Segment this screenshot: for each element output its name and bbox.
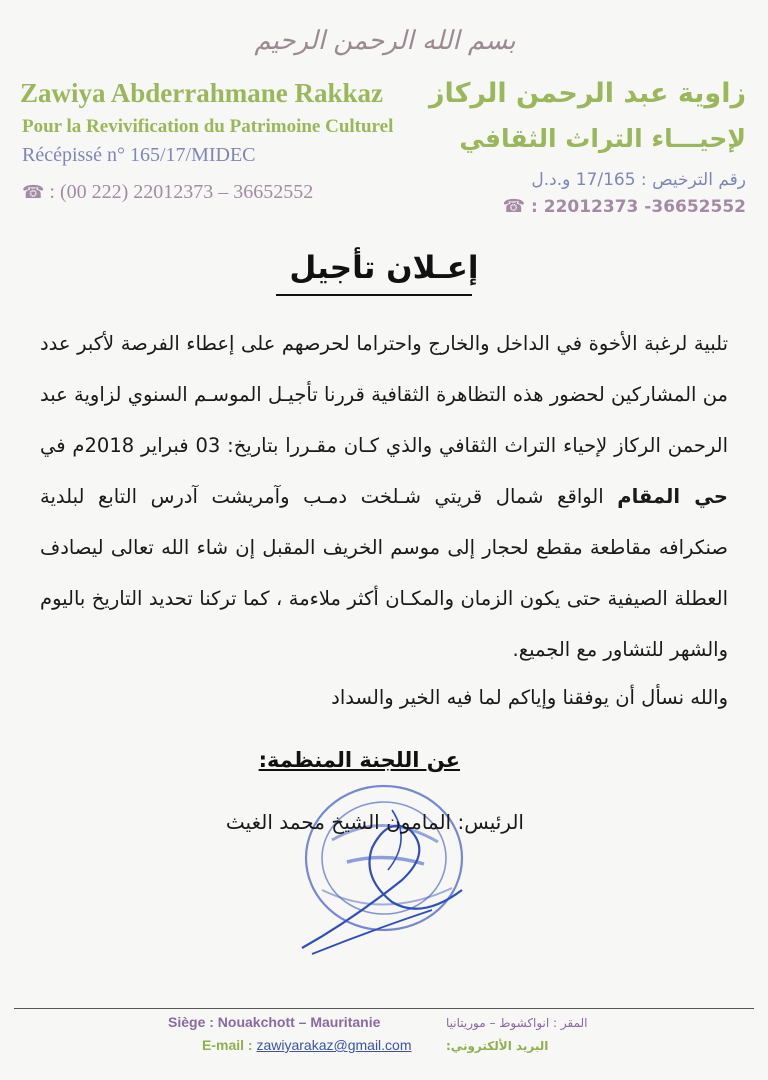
latin-org-subtitle: Pour la Revivification du Patrimoine Culturel [22,116,394,137]
body-text-part-1: تلبية لرغبة الأخوة في الداخل والخارج واحتراما لحرصهم على إعطاء الفرصة لأكبر عدد من المشاركين لحضور هذه التظاهرة الثقافية قررنا تأجيـل الموسـم السنوي لزاوية عبد الرحمن الركاز لإحياء التراث الثقافي والذي كـان مقـررا بتاريخ: 03 فبراير 2018م في [40,332,729,457]
closing-prayer: والله نسأل أن يوفقنا وإياكم لما فيه الخير والسداد [331,686,728,709]
arabic-phone-number: 36652552- 22012373 : [531,197,746,217]
footer-email-link[interactable]: zawiyarakaz@gmail.com [256,1037,412,1053]
arabic-license-number: رقم الترخيص : 17/165 و.د.ل [531,170,746,190]
basmala: بسم الله الرحمن الرحيم [254,26,516,56]
president-signature-line: الرئيس: المامون الشيخ محمد الغيث [225,810,524,834]
committee-heading: عن اللجنة المنظمة: [258,748,460,772]
document-title: إعـلان تأجيل [289,250,479,286]
official-stamp [292,770,472,960]
latin-phone-number: : (00 222) 22012373 – 36652552 [49,181,314,203]
footer-divider [14,1008,754,1009]
latin-receipt-number: Récépissé n° 165/17/MIDEC [22,144,256,166]
location-name: حي المقام [617,485,728,508]
phone-icon: ☎ [502,196,526,217]
footer-email-label: E-mail : [202,1037,253,1053]
announcement-body [40,318,728,675]
footer-arabic-email-label: البريد الألكتروني: [446,1039,549,1053]
arabic-phone-line [503,196,746,217]
footer-email-line [202,1037,412,1053]
footer-arabic-address: المقر : انواكشوط – موريتانيا [446,1016,588,1030]
arabic-org-name: زاوية عبد الرحمن الركاز [429,78,746,109]
latin-org-name: Zawiya Abderrahmane Rakkaz [20,78,384,108]
arabic-org-subtitle: لإحيـــاء التراث الثقافي [459,124,746,153]
footer-address: Siège : Nouakchott – Mauritanie [168,1014,381,1030]
latin-phone-line [22,181,313,204]
phone-icon: ☎ [22,182,45,202]
title-underline [276,294,472,296]
announcement-paragraph [40,318,728,675]
body-text-part-2: الواقع شمال قريتي شـلخت دمـب وآمريشت آدرس التابع لبلدية صنكرافه مقاطعة مقطع لحجار إلى موسم الخريف المقبل إن شاء الله تعالى ليصادف العطلة الصيفية حتى يكون الزمان والمكـان أكثر ملاءمة ، كما تركنا تحديد التاريخ باليوم والشهر للتشاور مع الجميع. [40,485,728,661]
